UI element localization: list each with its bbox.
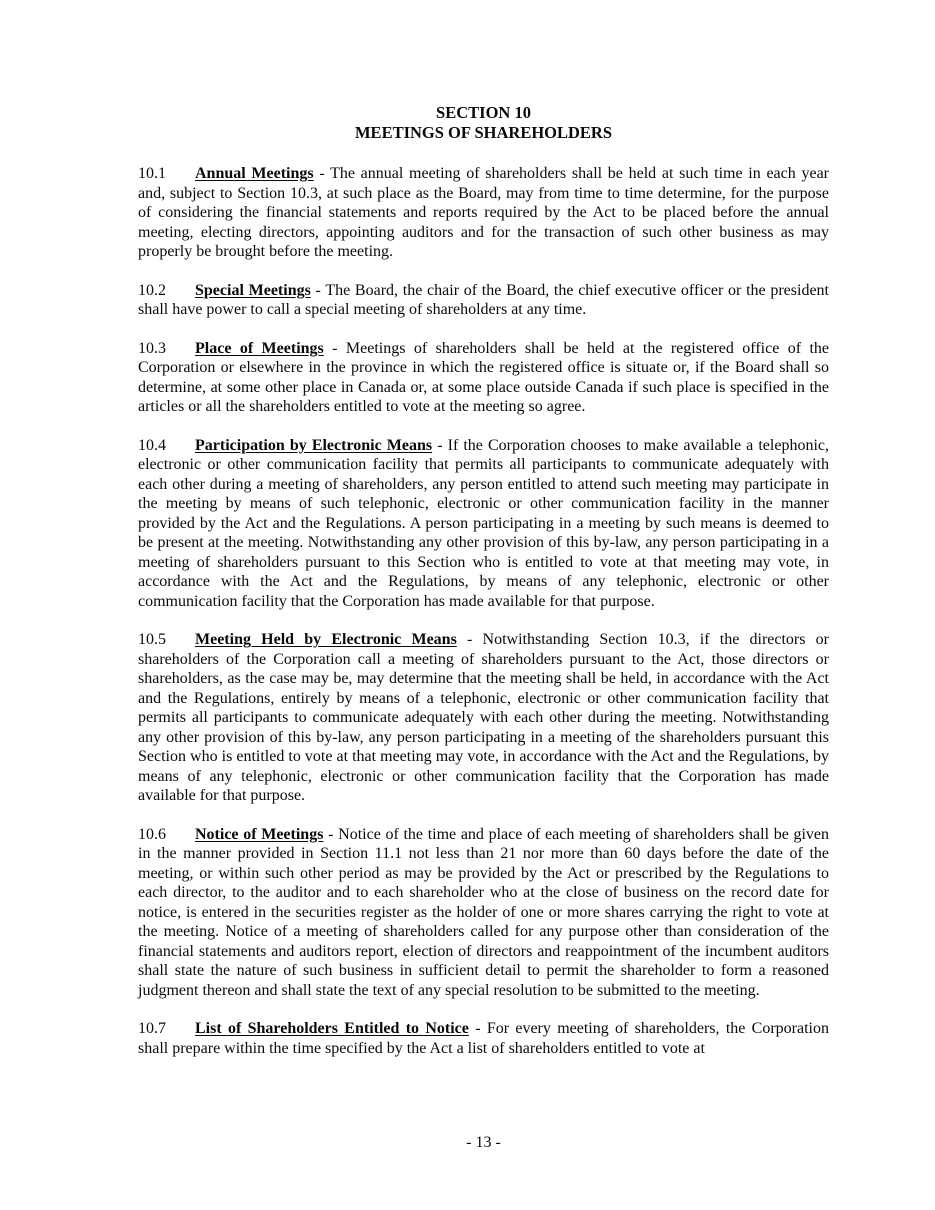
section-paragraph-10-4	[138, 436, 829, 612]
text-block	[138, 103, 829, 1077]
heading-separator: -	[313, 165, 331, 182]
section-heading: Annual Meetings	[195, 165, 314, 182]
section-paragraph-10-6	[138, 825, 829, 1001]
section-number: 10.7	[138, 1020, 166, 1037]
section-body: The Board, the chair of the Board, the chief executive officer or the president shall have power to call a special meeting of shareholders at any time.	[138, 281, 829, 318]
section-title-line2: MEETINGS OF SHAREHOLDERS	[354, 122, 613, 142]
page-number: - 13 -	[466, 1134, 501, 1151]
heading-separator: -	[468, 1020, 487, 1037]
section-paragraph-10-5	[138, 630, 829, 806]
section-body: The annual meeting of shareholders shall be held at such time in each year and, subject to Section 10.3, at such place as the Board, may from time to time determine, for the purpose of considering the financial statements and reports required by the Act to be placed before the annual meeting, electing directors, appointing auditors and for the transaction of such other business as may properly be brought before the meeting.	[138, 165, 829, 260]
heading-separator: -	[310, 281, 326, 299]
section-body: For every meeting of shareholders, the Corporation shall prepare within the time specified by the Act a list of shareholders entitled to vote at	[138, 1020, 830, 1057]
section-body: Notice of the time and place of each meeting of shareholders shall be given in the manner provided in Section 11.1 not less than 21 nor more than 60 days before the date of the meeting, or within such other period as may be provided by the Act or prescribed by the Regulations to each director, to the auditor and to each shareholder who at the close of business on the record date for notice, is entered in the securities register as the holder of one or more shares carrying the right to vote at the meeting. Notice of a meeting of shareholders called for any purpose other than consideration of the financial statements and auditors report, election of directors and reappointment of the incumbent auditors shall state the nature of such business in sufficient detail to permit the shareholder to form a reasoned judgment thereon and shall state the text of any special resolution to be submitted to the meeting.	[138, 825, 830, 999]
section-heading: Place of Meetings	[195, 339, 324, 357]
section-number: 10.5	[138, 631, 166, 648]
section-heading: Meeting Held by Electronic Means	[195, 631, 457, 648]
section-paragraph-10-1	[138, 164, 829, 262]
section-number: 10.4	[138, 436, 166, 454]
section-number: 10.6	[138, 825, 166, 843]
section-heading: Special Meetings	[195, 281, 311, 299]
heading-separator: -	[456, 631, 483, 648]
section-body: Meetings of shareholders shall be held at the registered office of the Corporation or elsewhere in the province in which the registered office is situate or, if the Board shall so determine, at some other place in Canada or, at some place outside Canada if such place is specified in the articles or all the shareholders entitled to vote at the meeting so agree.	[138, 339, 830, 415]
section-heading: List of Shareholders Entitled to Notice	[195, 1020, 469, 1037]
section-number: 10.3	[138, 339, 166, 357]
section-heading: Notice of Meetings	[195, 825, 324, 843]
section-paragraph-10-2	[138, 281, 829, 320]
section-body: If the Corporation chooses to make available a telephonic, electronic or other communication facility that permits all participants to communicate adequately with each other during a meeting of shareholders, any person entitled to attend such meeting may participate in the meeting by means of such telephonic, electronic or other communication facility in the manner provided by the Act and the Regulations. A person participating in a meeting by such means is deemed to be present at the meeting. Notwithstanding any other provision of this by-law, any person participating in a meeting of shareholders pursuant to this Section who is entitled to vote at that meeting may vote, in accordance with the Act and the Regulations, by means of any telephonic, electronic or other communication facility that the Corporation has made available for that purpose.	[138, 436, 829, 610]
section-paragraph-10-7	[138, 1019, 829, 1058]
section-number: 10.2	[138, 281, 166, 299]
heading-separator: -	[432, 436, 448, 454]
section-heading: Participation by Electronic Means	[195, 436, 433, 454]
section-title-line1: SECTION 10	[436, 103, 531, 122]
section-title	[138, 103, 829, 142]
heading-separator: -	[323, 339, 346, 357]
section-number: 10.1	[138, 165, 166, 182]
section-body: Notwithstanding Section 10.3, if the directors or shareholders of the Corporation call a meeting of shareholders pursuant to the Act, those directors or shareholders, as the case may be, may determine that the meeting shall be held, in accordance with the Act and the Regulations, entirely by means of a telephonic, electronic or other communication facility that permits all participants to communicate adequately with each other during the meeting. Notwithstanding any other provision of this by-law, any person participating in a meeting of the shareholders pursuant this Section who is entitled to vote at that meeting may vote, in accordance with the Act and the Regulations, by means of any telephonic, electronic or other communication facility that the Corporation has made available for that purpose.	[138, 631, 830, 804]
heading-separator: -	[323, 825, 339, 843]
section-paragraph-10-3	[138, 339, 829, 417]
